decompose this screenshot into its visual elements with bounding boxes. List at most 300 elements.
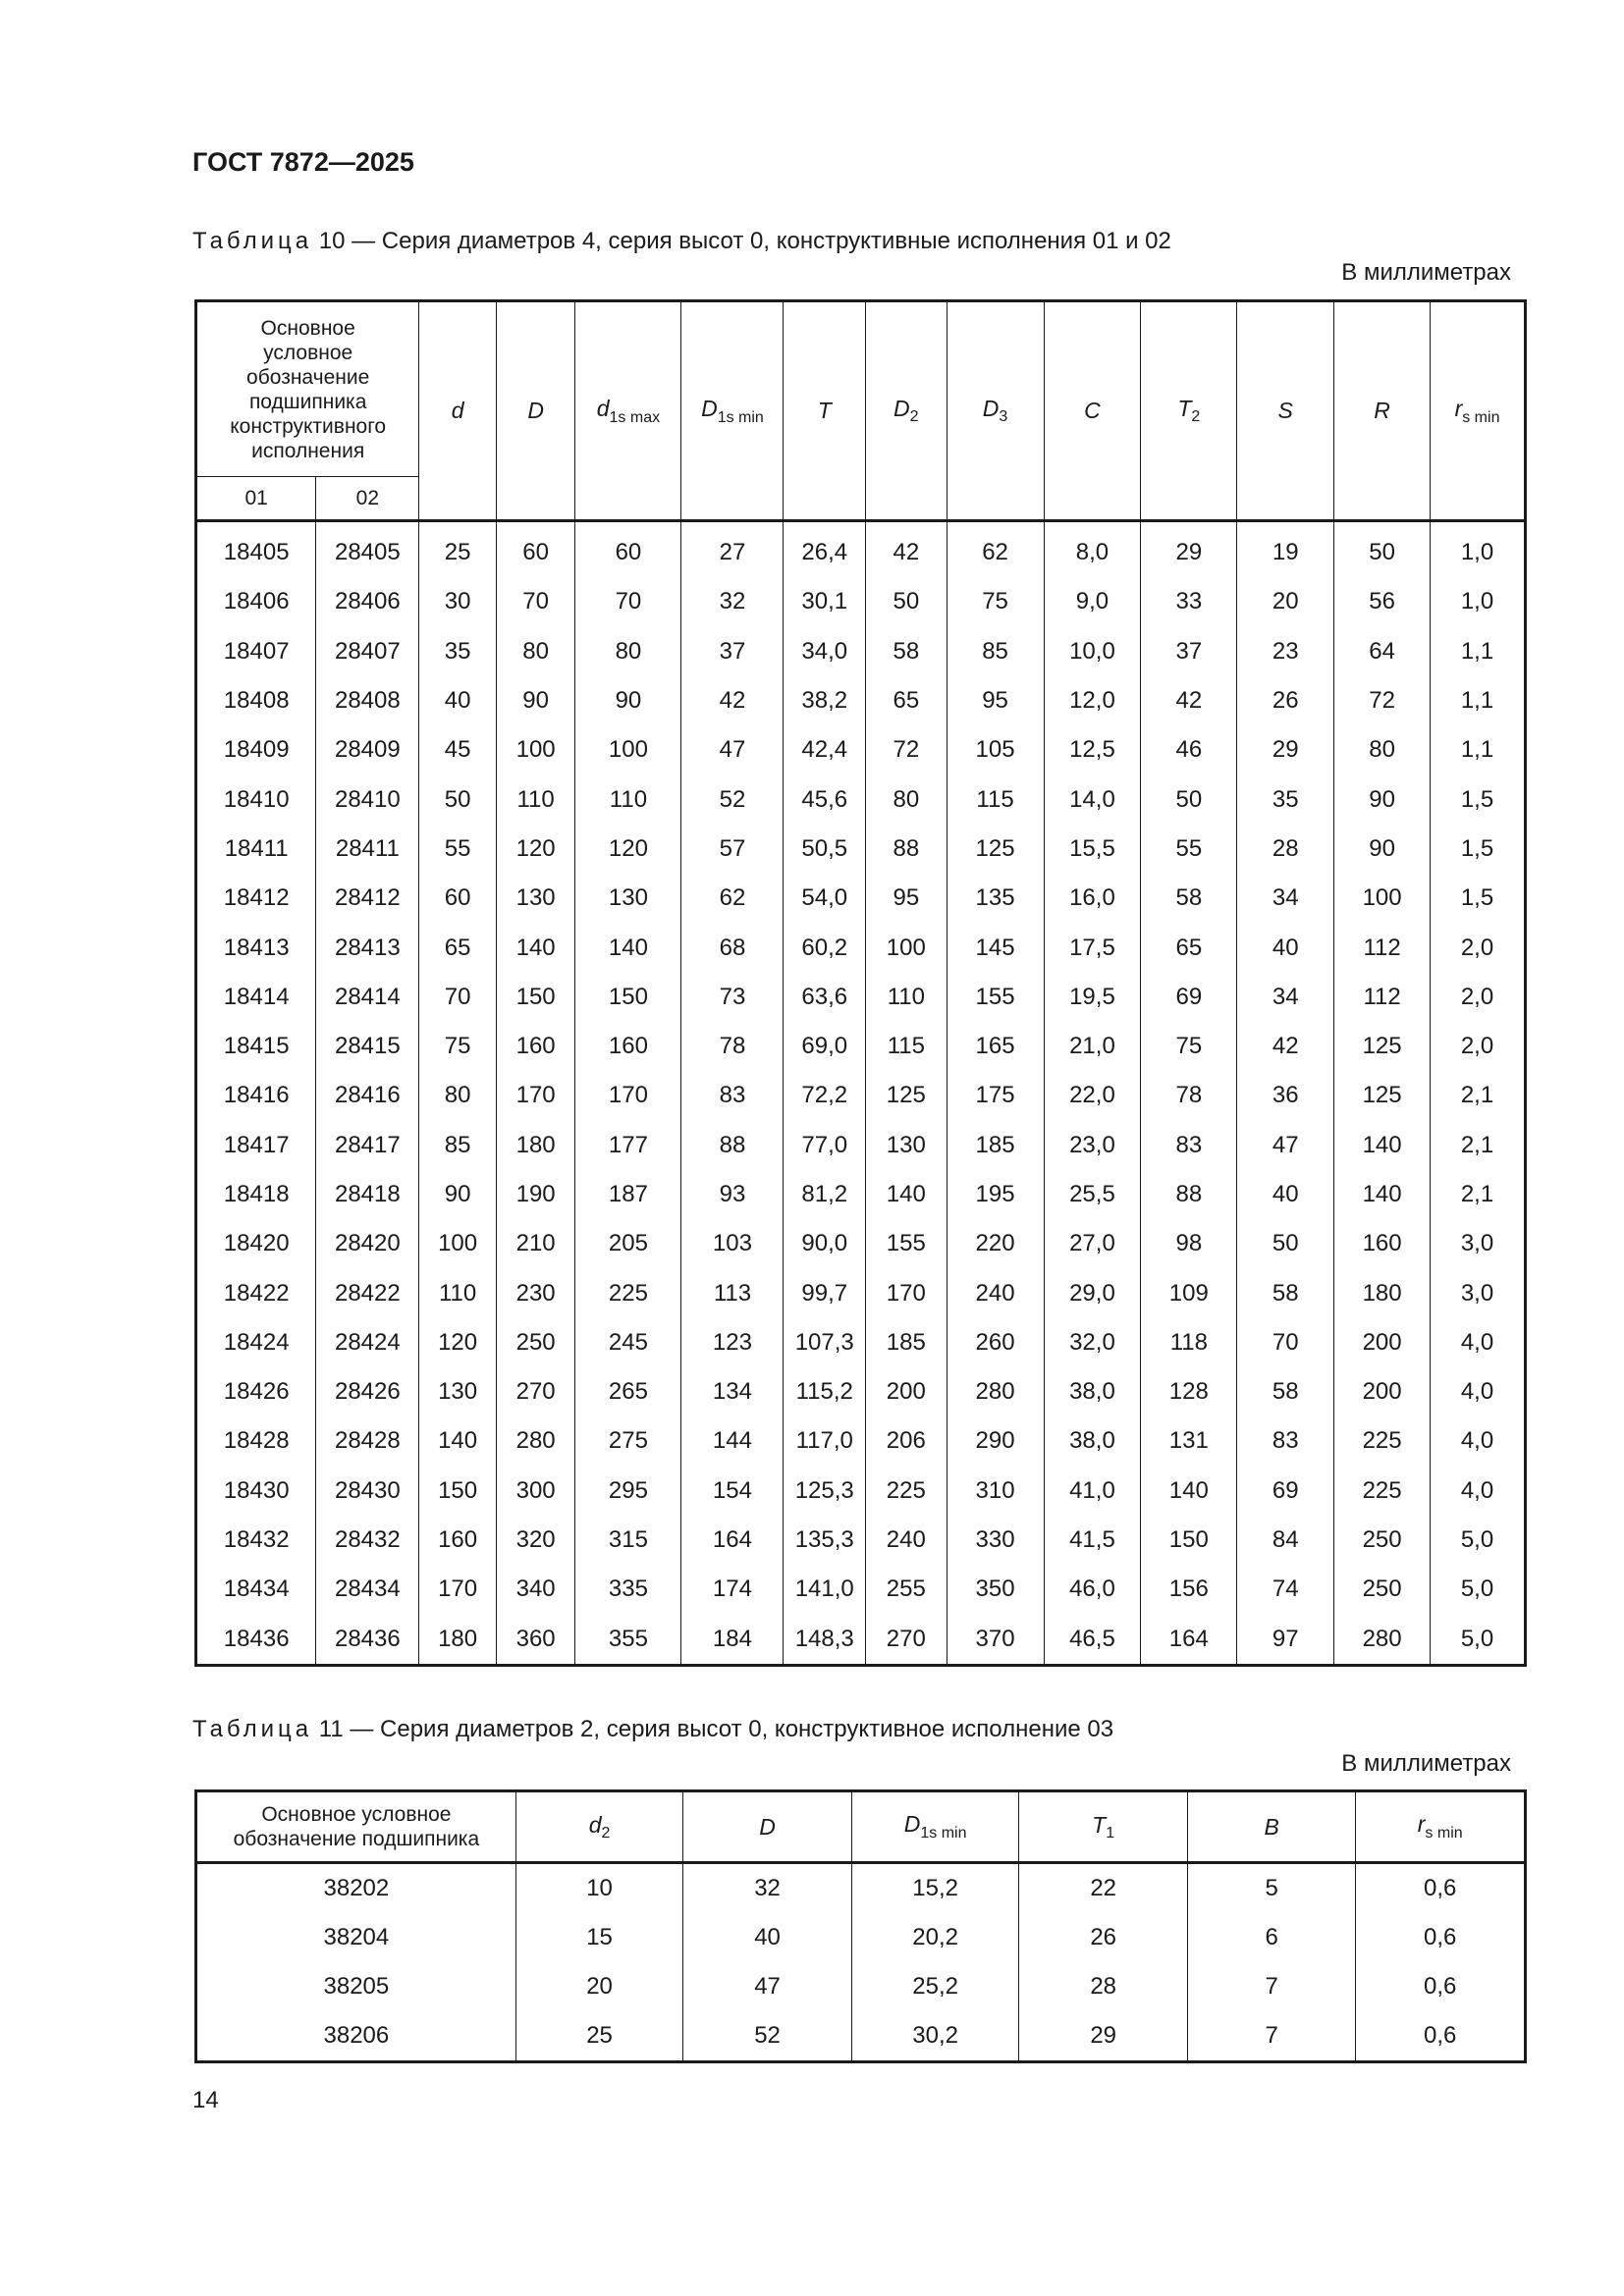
table-cell: 290 xyxy=(947,1416,1044,1466)
table-cell: 80 xyxy=(1334,725,1431,774)
table-cell: 240 xyxy=(866,1516,947,1565)
table-cell: 250 xyxy=(496,1318,575,1367)
table-cell: 205 xyxy=(575,1219,681,1268)
table-cell: 95 xyxy=(866,874,947,923)
table-cell: 60,2 xyxy=(784,923,866,972)
table-cell: 95 xyxy=(947,676,1044,725)
table-cell: 20 xyxy=(1237,577,1334,626)
col-T1: $T_1$ xyxy=(1019,1791,1188,1863)
table-cell: 1,5 xyxy=(1431,825,1526,874)
table-cell: 140 xyxy=(1141,1467,1237,1516)
table-cell: 18436 xyxy=(196,1615,316,1666)
table-cell: 370 xyxy=(947,1615,1044,1666)
table-cell: 72 xyxy=(866,725,947,774)
table-cell: 0,6 xyxy=(1356,1913,1526,1962)
col-d: d xyxy=(419,301,497,521)
table-cell: 28411 xyxy=(316,825,419,874)
table-cell: 156 xyxy=(1141,1565,1237,1614)
table-cell: 28409 xyxy=(316,725,419,774)
table-cell: 28406 xyxy=(316,577,419,626)
table-cell: 47 xyxy=(1237,1121,1334,1170)
table-cell: 38,0 xyxy=(1044,1367,1141,1416)
table-cell: 170 xyxy=(419,1565,497,1614)
table-cell: 81,2 xyxy=(784,1170,866,1219)
table-cell: 42,4 xyxy=(784,725,866,774)
table-cell: 28 xyxy=(1019,1962,1188,2011)
table-cell: 46,5 xyxy=(1044,1615,1141,1666)
table-cell: 109 xyxy=(1141,1268,1237,1317)
table-cell: 28405 xyxy=(316,521,419,578)
table-cell: 34,0 xyxy=(784,627,866,676)
table-row xyxy=(196,1170,1526,1219)
table-cell: 40 xyxy=(1237,1170,1334,1219)
table-cell: 75 xyxy=(419,1022,497,1071)
table-cell: 99,7 xyxy=(784,1268,866,1317)
table-cell: 70 xyxy=(496,577,575,626)
table-cell: 1,1 xyxy=(1431,676,1526,725)
table-cell: 30,1 xyxy=(784,577,866,626)
table-row xyxy=(196,1863,1526,1914)
table10-units: В миллиметрах xyxy=(1341,259,1511,286)
table-cell: 30,2 xyxy=(851,2011,1019,2062)
table-cell: 18422 xyxy=(196,1268,316,1317)
table-cell: 38,2 xyxy=(784,676,866,725)
table-row xyxy=(196,1962,1526,2011)
table-cell: 10 xyxy=(515,1863,683,1914)
table-row xyxy=(196,1121,1526,1170)
table-cell: 78 xyxy=(1141,1071,1237,1120)
table-cell: 184 xyxy=(681,1615,784,1666)
table-cell: 28434 xyxy=(316,1565,419,1614)
table-cell: 16,0 xyxy=(1044,874,1141,923)
table-cell: 29 xyxy=(1019,2011,1188,2062)
table-cell: 150 xyxy=(1141,1516,1237,1565)
table-cell: 164 xyxy=(1141,1615,1237,1666)
table-cell: 135 xyxy=(947,874,1044,923)
table-cell: 90 xyxy=(575,676,681,725)
table-cell: 28436 xyxy=(316,1615,419,1666)
table-cell: 54,0 xyxy=(784,874,866,923)
table-cell: 25 xyxy=(419,521,497,578)
table-cell: 28412 xyxy=(316,874,419,923)
table-cell: 310 xyxy=(947,1467,1044,1516)
table-cell: 155 xyxy=(947,973,1044,1022)
col-D1s-min: $D_{1s min}$ xyxy=(681,301,784,521)
table-row xyxy=(196,1268,1526,1317)
table-cell: 18414 xyxy=(196,973,316,1022)
table-cell: 50 xyxy=(1237,1219,1334,1268)
table-cell: 52 xyxy=(683,2011,852,2062)
table-row xyxy=(196,874,1526,923)
table-cell: 2,1 xyxy=(1431,1071,1526,1120)
table-cell: 22,0 xyxy=(1044,1071,1141,1120)
col-B: B xyxy=(1187,1791,1355,1863)
table-cell: 2,0 xyxy=(1431,923,1526,972)
table-row xyxy=(196,1467,1526,1516)
table-cell: 41,5 xyxy=(1044,1516,1141,1565)
table-cell: 15,5 xyxy=(1044,825,1141,874)
table10-caption-text: 10 — Серия диаметров 4, серия высот 0, конструктивные исполнения 01 и 02 xyxy=(312,228,1171,254)
table-cell: 360 xyxy=(496,1615,575,1666)
table-cell: 195 xyxy=(947,1170,1044,1219)
table11-caption xyxy=(192,1716,1113,1743)
table-cell: 100 xyxy=(866,923,947,972)
table-cell: 23 xyxy=(1237,627,1334,676)
table-cell: 84 xyxy=(1237,1516,1334,1565)
table-cell: 78 xyxy=(681,1022,784,1071)
table-cell: 123 xyxy=(681,1318,784,1367)
table10-caption xyxy=(192,228,1171,255)
table-cell: 140 xyxy=(575,923,681,972)
designation-header: Основное условное обозначение подшипника xyxy=(196,1791,516,1863)
table-cell: 130 xyxy=(575,874,681,923)
table-cell: 83 xyxy=(1237,1416,1334,1466)
table-cell: 28426 xyxy=(316,1367,419,1416)
table-cell: 140 xyxy=(866,1170,947,1219)
table-cell: 141,0 xyxy=(784,1565,866,1614)
table-cell: 117,0 xyxy=(784,1416,866,1466)
table-cell: 28408 xyxy=(316,676,419,725)
table-cell: 75 xyxy=(947,577,1044,626)
table-cell: 2,1 xyxy=(1431,1170,1526,1219)
table-cell: 40 xyxy=(419,676,497,725)
table-cell: 150 xyxy=(496,973,575,1022)
col-d2: $d_2$ xyxy=(515,1791,683,1863)
table-cell: 55 xyxy=(419,825,497,874)
table-cell: 103 xyxy=(681,1219,784,1268)
table-cell: 145 xyxy=(947,923,1044,972)
table-cell: 180 xyxy=(419,1615,497,1666)
table-cell: 200 xyxy=(866,1367,947,1416)
table-cell: 250 xyxy=(1334,1565,1431,1614)
table-cell: 46 xyxy=(1141,725,1237,774)
table-cell: 140 xyxy=(419,1416,497,1466)
table-cell: 100 xyxy=(419,1219,497,1268)
table-cell: 90 xyxy=(419,1170,497,1219)
table-cell: 45,6 xyxy=(784,774,866,824)
table-cell: 240 xyxy=(947,1268,1044,1317)
table-cell: 6 xyxy=(1187,1913,1355,1962)
table-cell: 295 xyxy=(575,1467,681,1516)
table-cell: 56 xyxy=(1334,577,1431,626)
table-cell: 22 xyxy=(1019,1863,1188,1914)
table-cell: 45 xyxy=(419,725,497,774)
table-cell: 14,0 xyxy=(1044,774,1141,824)
table-cell: 340 xyxy=(496,1565,575,1614)
table-cell: 120 xyxy=(496,825,575,874)
col-T: T xyxy=(784,301,866,521)
table-cell: 5,0 xyxy=(1431,1615,1526,1666)
table-cell: 18410 xyxy=(196,774,316,824)
table-cell: 90 xyxy=(1334,774,1431,824)
table-cell: 37 xyxy=(681,627,784,676)
table-cell: 112 xyxy=(1334,973,1431,1022)
table-cell: 26,4 xyxy=(784,521,866,578)
table-cell: 65 xyxy=(419,923,497,972)
table-cell: 25,2 xyxy=(851,1962,1019,2011)
table-cell: 25 xyxy=(515,2011,683,2062)
table-cell: 4,0 xyxy=(1431,1416,1526,1466)
table-cell: 80 xyxy=(496,627,575,676)
subcol-01: 01 xyxy=(196,477,316,521)
table-cell: 128 xyxy=(1141,1367,1237,1416)
table-cell: 25,5 xyxy=(1044,1170,1141,1219)
designation-header: Основное условное обозначение подшипника конструктивного исполнения xyxy=(196,301,419,477)
table-cell: 60 xyxy=(496,521,575,578)
table10-body xyxy=(196,521,1526,1666)
table-cell: 28424 xyxy=(316,1318,419,1367)
col-D1s-min: $D_{1s min}$ xyxy=(851,1791,1019,1863)
col-D3: $D_3$ xyxy=(947,301,1044,521)
table-cell: 28415 xyxy=(316,1022,419,1071)
table-cell: 155 xyxy=(866,1219,947,1268)
table-cell: 3,0 xyxy=(1431,1219,1526,1268)
table-cell: 140 xyxy=(496,923,575,972)
table-cell: 160 xyxy=(496,1022,575,1071)
table-cell: 225 xyxy=(1334,1416,1431,1466)
table-cell: 37 xyxy=(1141,627,1237,676)
table-cell: 280 xyxy=(1334,1615,1431,1666)
table-cell: 115 xyxy=(947,774,1044,824)
table-cell: 250 xyxy=(1334,1516,1431,1565)
table-cell: 28418 xyxy=(316,1170,419,1219)
table-cell: 68 xyxy=(681,923,784,972)
table-cell: 280 xyxy=(496,1416,575,1466)
table-row xyxy=(196,676,1526,725)
table-cell: 315 xyxy=(575,1516,681,1565)
table-cell: 1,1 xyxy=(1431,725,1526,774)
table-cell: 72 xyxy=(1334,676,1431,725)
table-cell: 5,0 xyxy=(1431,1516,1526,1565)
table-row xyxy=(196,1416,1526,1466)
table11-caption-prefix: Таблица xyxy=(192,1716,313,1742)
subcol-02: 02 xyxy=(316,477,419,521)
table-cell: 160 xyxy=(419,1516,497,1565)
table-cell: 28414 xyxy=(316,973,419,1022)
table-cell: 58 xyxy=(1237,1367,1334,1416)
table-cell: 65 xyxy=(1141,923,1237,972)
table-row xyxy=(196,774,1526,824)
table-cell: 0,6 xyxy=(1356,2011,1526,2062)
table-cell: 125 xyxy=(1334,1022,1431,1071)
table-cell: 113 xyxy=(681,1268,784,1317)
col-rs-min: $r_{s min}$ xyxy=(1431,301,1526,521)
table-cell: 58 xyxy=(866,627,947,676)
table-cell: 335 xyxy=(575,1565,681,1614)
table-cell: 80 xyxy=(866,774,947,824)
table11 xyxy=(194,1789,1527,2063)
table-cell: 154 xyxy=(681,1467,784,1516)
table-cell: 28432 xyxy=(316,1516,419,1565)
table-cell: 33 xyxy=(1141,577,1237,626)
table-cell: 98 xyxy=(1141,1219,1237,1268)
table-cell: 4,0 xyxy=(1431,1318,1526,1367)
table-cell: 46,0 xyxy=(1044,1565,1141,1614)
table-cell: 7 xyxy=(1187,1962,1355,2011)
table-cell: 52 xyxy=(681,774,784,824)
table-cell: 47 xyxy=(683,1962,852,2011)
table-cell: 200 xyxy=(1334,1318,1431,1367)
table-cell: 28430 xyxy=(316,1467,419,1516)
table-cell: 320 xyxy=(496,1516,575,1565)
table-cell: 1,0 xyxy=(1431,577,1526,626)
table-cell: 174 xyxy=(681,1565,784,1614)
table-cell: 69,0 xyxy=(784,1022,866,1071)
table-cell: 83 xyxy=(681,1071,784,1120)
table-cell: 90 xyxy=(1334,825,1431,874)
table-cell: 28428 xyxy=(316,1416,419,1466)
table-cell: 90 xyxy=(496,676,575,725)
document-id: ГОСТ 7872—2025 xyxy=(192,147,414,177)
table-cell: 26 xyxy=(1019,1913,1188,1962)
table-cell: 21,0 xyxy=(1044,1022,1141,1071)
table-cell: 18413 xyxy=(196,923,316,972)
table-cell: 355 xyxy=(575,1615,681,1666)
table-cell: 120 xyxy=(575,825,681,874)
table-cell: 34 xyxy=(1237,874,1334,923)
table-cell: 42 xyxy=(866,521,947,578)
table-cell: 28407 xyxy=(316,627,419,676)
col-S: S xyxy=(1237,301,1334,521)
table-row xyxy=(196,1071,1526,1120)
table-cell: 260 xyxy=(947,1318,1044,1367)
table-cell: 115,2 xyxy=(784,1367,866,1416)
table-cell: 144 xyxy=(681,1416,784,1466)
table-cell: 125,3 xyxy=(784,1467,866,1516)
table-row xyxy=(196,1022,1526,1071)
table-cell: 3,0 xyxy=(1431,1268,1526,1317)
page-number: 14 xyxy=(192,2087,219,2113)
table-cell: 69 xyxy=(1141,973,1237,1022)
table-cell: 18406 xyxy=(196,577,316,626)
table-cell: 245 xyxy=(575,1318,681,1367)
table-cell: 110 xyxy=(575,774,681,824)
table-row xyxy=(196,1913,1526,1962)
table-cell: 140 xyxy=(1334,1170,1431,1219)
table-cell: 38,0 xyxy=(1044,1416,1141,1466)
table-cell: 64 xyxy=(1334,627,1431,676)
table-cell: 85 xyxy=(947,627,1044,676)
table-cell: 134 xyxy=(681,1367,784,1416)
col-T2: $T_2$ xyxy=(1141,301,1237,521)
table-cell: 18411 xyxy=(196,825,316,874)
table-cell: 83 xyxy=(1141,1121,1237,1170)
table-cell: 18405 xyxy=(196,521,316,578)
table-cell: 32 xyxy=(681,577,784,626)
table-cell: 10,0 xyxy=(1044,627,1141,676)
table-row xyxy=(196,627,1526,676)
table-cell: 8,0 xyxy=(1044,521,1141,578)
table-cell: 110 xyxy=(866,973,947,1022)
table-cell: 29 xyxy=(1237,725,1334,774)
table-cell: 300 xyxy=(496,1467,575,1516)
table-cell: 2,0 xyxy=(1431,973,1526,1022)
table-cell: 185 xyxy=(947,1121,1044,1170)
table-row xyxy=(196,1219,1526,1268)
table-cell: 180 xyxy=(496,1121,575,1170)
table-cell: 20 xyxy=(515,1962,683,2011)
table-cell: 18426 xyxy=(196,1367,316,1416)
table-cell: 125 xyxy=(866,1071,947,1120)
table-cell: 187 xyxy=(575,1170,681,1219)
col-D: D xyxy=(683,1791,852,1863)
table-cell: 47 xyxy=(681,725,784,774)
table-cell: 27 xyxy=(681,521,784,578)
table-cell: 170 xyxy=(866,1268,947,1317)
table-cell: 60 xyxy=(419,874,497,923)
table-cell: 58 xyxy=(1237,1268,1334,1317)
table-cell: 18432 xyxy=(196,1516,316,1565)
table-cell: 225 xyxy=(866,1467,947,1516)
table-cell: 175 xyxy=(947,1071,1044,1120)
table-cell: 88 xyxy=(866,825,947,874)
table-row xyxy=(196,825,1526,874)
table-cell: 206 xyxy=(866,1416,947,1466)
table11-caption-text: 11 — Серия диаметров 2, серия высот 0, конструктивное исполнение 03 xyxy=(312,1716,1114,1742)
table-cell: 135,3 xyxy=(784,1516,866,1565)
table-cell: 100 xyxy=(496,725,575,774)
table-cell: 110 xyxy=(419,1268,497,1317)
col-D2: $D_2$ xyxy=(866,301,947,521)
table-cell: 77,0 xyxy=(784,1121,866,1170)
table-cell: 177 xyxy=(575,1121,681,1170)
table-cell: 60 xyxy=(575,521,681,578)
table-cell: 130 xyxy=(496,874,575,923)
table-cell: 1,5 xyxy=(1431,874,1526,923)
table-cell: 30 xyxy=(419,577,497,626)
table-cell: 50 xyxy=(866,577,947,626)
table-cell: 230 xyxy=(496,1268,575,1317)
table10 xyxy=(194,299,1527,1667)
table11-units: В миллиметрах xyxy=(1341,1750,1511,1777)
table-cell: 225 xyxy=(1334,1467,1431,1516)
col-d1s-max: $d_{1s max}$ xyxy=(575,301,681,521)
table-cell: 18409 xyxy=(196,725,316,774)
table-row xyxy=(196,1318,1526,1367)
table-cell: 220 xyxy=(947,1219,1044,1268)
col-R: R xyxy=(1334,301,1431,521)
table-cell: 70 xyxy=(1237,1318,1334,1367)
table-cell: 100 xyxy=(1334,874,1431,923)
table-cell: 19 xyxy=(1237,521,1334,578)
table-cell: 270 xyxy=(866,1615,947,1666)
table-cell: 180 xyxy=(1334,1268,1431,1317)
table-cell: 18430 xyxy=(196,1467,316,1516)
table-cell: 185 xyxy=(866,1318,947,1367)
table-row xyxy=(196,1565,1526,1614)
table-cell: 265 xyxy=(575,1367,681,1416)
table-cell: 28422 xyxy=(316,1268,419,1317)
col-C: C xyxy=(1044,301,1141,521)
table-cell: 75 xyxy=(1141,1022,1237,1071)
table-cell: 63,6 xyxy=(784,973,866,1022)
table-cell: 50 xyxy=(1141,774,1237,824)
table-cell: 41,0 xyxy=(1044,1467,1141,1516)
table-cell: 275 xyxy=(575,1416,681,1466)
table-cell: 32,0 xyxy=(1044,1318,1141,1367)
table-cell: 73 xyxy=(681,973,784,1022)
table-cell: 23,0 xyxy=(1044,1121,1141,1170)
table-cell: 28410 xyxy=(316,774,419,824)
table-cell: 5,0 xyxy=(1431,1565,1526,1614)
table-cell: 280 xyxy=(947,1367,1044,1416)
table-cell: 164 xyxy=(681,1516,784,1565)
table-cell: 12,0 xyxy=(1044,676,1141,725)
table-cell: 18412 xyxy=(196,874,316,923)
col-rs-min: $r_{s min}$ xyxy=(1356,1791,1526,1863)
table-cell: 55 xyxy=(1141,825,1237,874)
table-cell: 5 xyxy=(1187,1863,1355,1914)
